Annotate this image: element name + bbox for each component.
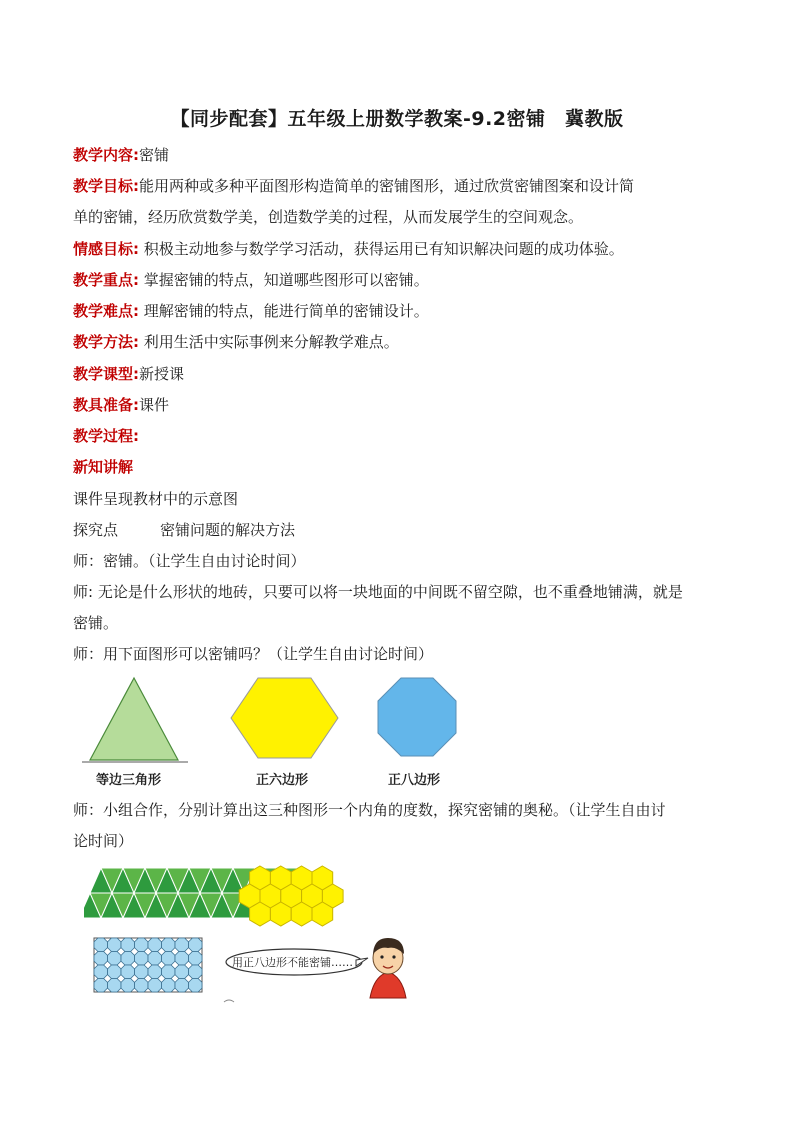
field-text: 积极主动地参与数学学习活动，获得运用已有知识解决问题的成功体验。 (139, 240, 624, 258)
field-difficulty (73, 301, 429, 321)
explore-topic: 密铺问题的解决方法 (160, 521, 296, 539)
explore-point (73, 520, 295, 540)
body-paragraph: 师：密铺。（让学生自由讨论时间） (73, 552, 306, 570)
octagon-tile (94, 938, 108, 952)
hexagon-icon (231, 678, 338, 758)
octagon-tile (189, 979, 203, 993)
field-label: 教学过程: (73, 427, 139, 445)
octagon-tile (162, 938, 176, 952)
field-label: 教学方法: (73, 333, 139, 351)
field-label: 教具准备: (73, 396, 139, 414)
field-lesson-type (73, 364, 184, 384)
tilings-figure (84, 858, 424, 1008)
octagon-tiling-icon (94, 938, 202, 992)
shape-caption: 正六边形 (256, 773, 309, 788)
octagon-tile (121, 965, 135, 979)
field-text: 掌握密铺的特点，知道哪些图形可以密铺。 (139, 271, 429, 289)
field-text: 能用两种或多种平面图形构造简单的密铺图形，通过欣赏密铺图案和设计简 (139, 177, 635, 195)
field-label: 教学课型: (73, 365, 139, 383)
octagon-tile (148, 965, 162, 979)
octagon-tile (121, 952, 135, 966)
octagon-tile (108, 965, 122, 979)
field-label: 情感目标: (73, 240, 139, 258)
octagon-tile (148, 979, 162, 993)
speech-bubble-text: 用正八边形不能密铺…… (232, 956, 353, 969)
octagon-tile (135, 965, 149, 979)
octagon-tile (148, 938, 162, 952)
field-content (73, 145, 169, 165)
decorative-arc (224, 1000, 234, 1002)
field-label: 教学目标: (73, 177, 139, 195)
octagon-tile (175, 952, 189, 966)
explore-label: 探究点 (73, 521, 119, 539)
field-label: 教学重点: (73, 271, 139, 289)
body-paragraph: 师: 无论是什么形状的地砖，只要可以将一块地面的中间既不留空隙，也不重叠地铺满，就是 (73, 583, 683, 601)
field-objective-continued: 单的密铺，经历欣赏数学美，创造数学美的过程，从而发展学生的空间观念。 (73, 208, 584, 226)
octagon-tile (189, 965, 203, 979)
body-paragraph-continued: 论时间） (73, 832, 134, 850)
field-text: 利用生活中实际事例来分解教学难点。 (139, 333, 399, 351)
field-keypoint (73, 270, 429, 290)
octagon-tile (162, 965, 176, 979)
octagon-tile (135, 952, 149, 966)
octagon-tile (175, 965, 189, 979)
hexagon-tiling-icon (239, 866, 343, 926)
equilateral-triangle-icon (90, 678, 178, 760)
octagon-tile (108, 952, 122, 966)
octagon-tile (108, 979, 122, 993)
octagon-tile (189, 938, 203, 952)
field-emotion (73, 239, 624, 259)
body-paragraph: 师：用下面图形可以密铺吗？（让学生自由讨论时间） (73, 645, 434, 663)
speech-bubble (226, 949, 368, 975)
polygons-figure (78, 672, 478, 794)
section-heading: 新知讲解 (73, 458, 134, 476)
shape-caption: 正八边形 (388, 773, 441, 788)
octagon-tile (94, 979, 108, 993)
field-label: 教学内容: (73, 146, 139, 164)
octagon-tile (175, 938, 189, 952)
page-title: 【同步配套】五年级上册数学教案-9.2密铺 冀教版 (170, 108, 624, 130)
field-text: 课件 (139, 396, 170, 414)
shape-caption: 等边三角形 (96, 773, 162, 788)
octagon-icon (378, 678, 456, 756)
octagon-tile (94, 952, 108, 966)
octagon-tile (94, 965, 108, 979)
octagon-tile (135, 938, 149, 952)
octagon-tile (135, 979, 149, 993)
field-objective (73, 176, 634, 196)
field-method (73, 332, 399, 352)
field-text: 密铺 (139, 146, 170, 164)
field-text: 新授课 (139, 365, 185, 383)
octagon-tile (175, 979, 189, 993)
field-text: 理解密铺的特点，能进行简单的密铺设计。 (139, 302, 429, 320)
body-paragraph-continued: 密铺。 (73, 614, 119, 632)
field-materials (73, 395, 169, 415)
field-process (73, 426, 139, 446)
body-paragraph: 课件呈现教材中的示意图 (73, 490, 239, 508)
octagon-tile (108, 938, 122, 952)
octagon-tile (162, 979, 176, 993)
octagon-tile (121, 979, 135, 993)
octagon-tile (148, 952, 162, 966)
body-paragraph: 师：小组合作，分别计算出这三种图形一个内角的度数，探究密铺的奥秘。（让学生自由讨 (73, 801, 666, 819)
octagon-tile (189, 952, 203, 966)
boy-cartoon-icon (370, 938, 406, 998)
octagon-tile (162, 952, 176, 966)
field-label: 教学难点: (73, 302, 139, 320)
octagon-tile (121, 938, 135, 952)
